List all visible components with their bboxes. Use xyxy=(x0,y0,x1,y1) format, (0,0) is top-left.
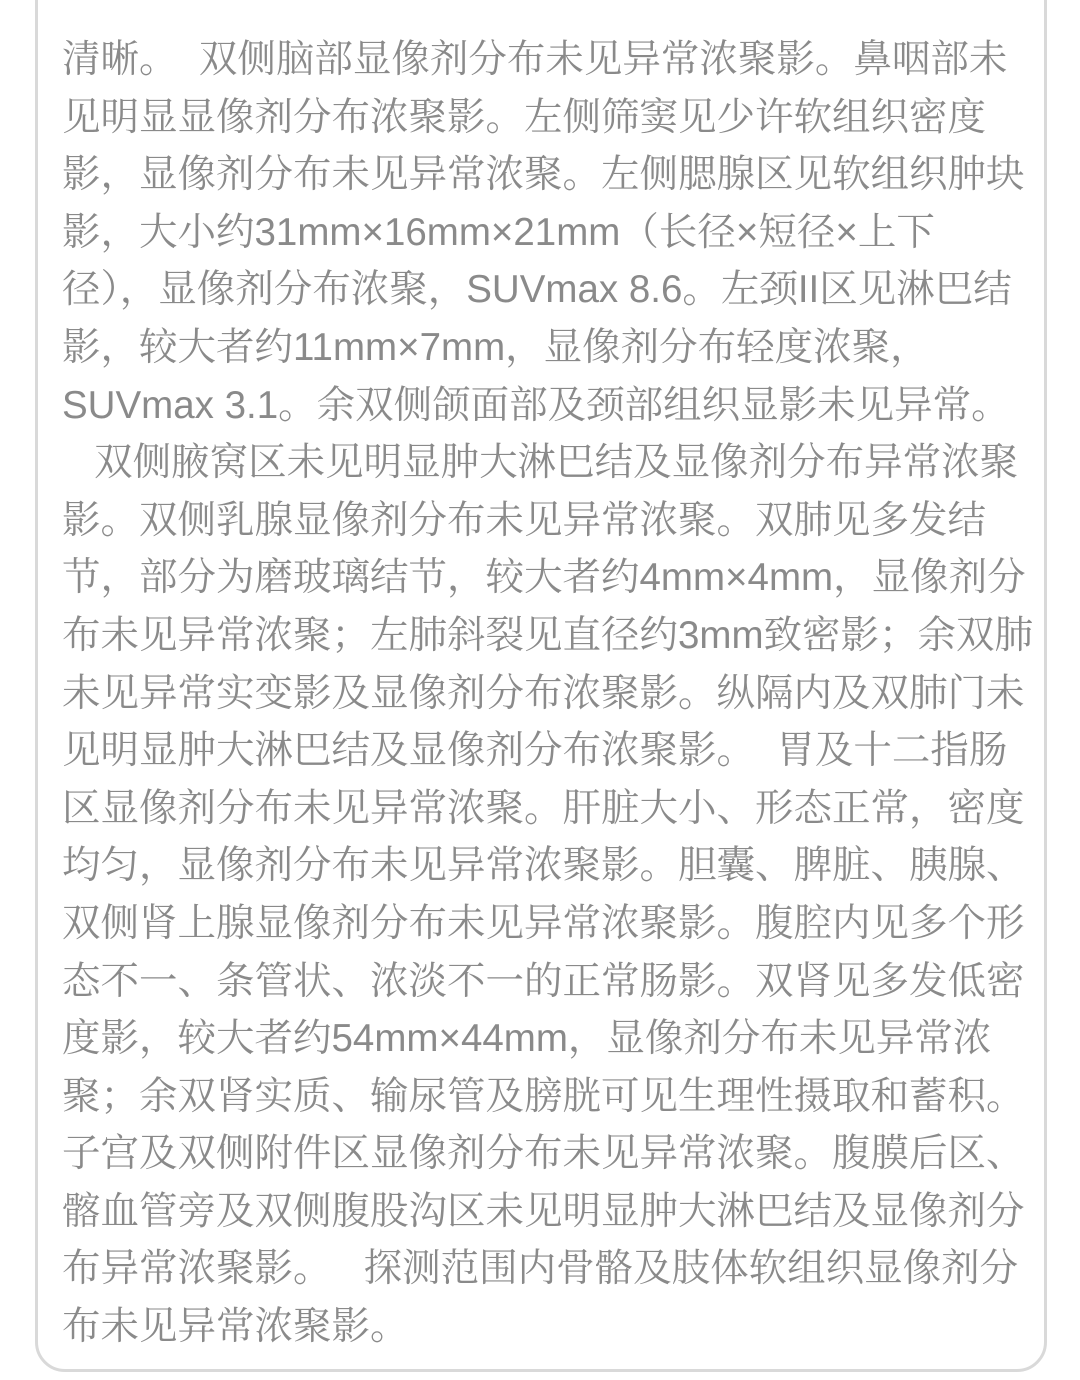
report-line: 子宫及双侧附件区显像剂分布未见异常浓聚。腹膜后区、 xyxy=(62,1132,1025,1176)
report-line: 见明显肿大淋巴结及显像剂分布浓聚影。 胃及十二指肠 xyxy=(62,729,1008,773)
report-line: 影，显像剂分布未见异常浓聚。左侧腮腺区见软组织肿块 xyxy=(62,153,1025,197)
report-line: 双侧腋窝区未见明显肿大淋巴结及显像剂分布异常浓聚 xyxy=(62,441,1019,485)
report-line: 布未见异常浓聚影。 xyxy=(62,1305,409,1349)
report-line: 径），显像剂分布浓聚，SUVmax 8.6。左颈II区见淋巴结 xyxy=(62,268,1012,312)
report-line: 布异常浓聚影。 探测范围内骨骼及肢体软组织显像剂分 xyxy=(62,1247,1019,1291)
report-line: 布未见异常浓聚；左肺斜裂见直径约3mm致密影；余双肺 xyxy=(62,613,1034,657)
report-line: 影。双侧乳腺显像剂分布未见异常浓聚。双肺见多发结 xyxy=(62,498,987,542)
report-line: 双侧肾上腺显像剂分布未见异常浓聚影。腹腔内见多个形 xyxy=(62,901,1025,945)
report-line: 聚；余双肾实质、输尿管及膀胱可见生理性摄取和蓄积。 xyxy=(62,1074,1025,1118)
report-line: 度影，较大者约54mm×44mm，显像剂分布未见异常浓 xyxy=(62,1017,992,1061)
report-line: 节，部分为磨玻璃结节，较大者约4mm×4mm，显像剂分 xyxy=(62,556,1026,600)
report-line: 区显像剂分布未见异常浓聚。肝脏大小、形态正常，密度 xyxy=(62,786,1025,830)
report-line: 未见异常实变影及显像剂分布浓聚影。纵隔内及双肺门未 xyxy=(62,671,1025,715)
report-line: SUVmax 3.1。余双侧颌面部及颈部组织显影未见异常。 xyxy=(62,383,1010,427)
report-line: 见明显显像剂分布浓聚影。左侧筛窦见少许软组织密度 xyxy=(62,95,987,139)
report-line: 均匀，显像剂分布未见异常浓聚影。胆囊、脾脏、胰腺、 xyxy=(62,844,1025,888)
report-card[interactable] xyxy=(35,0,1047,1372)
report-line: 影，大小约31mm×16mm×21mm（长径×短径×上下 xyxy=(62,210,935,254)
report-line: 髂血管旁及双侧腹股沟区未见明显肿大淋巴结及显像剂分 xyxy=(62,1189,1025,1233)
report-text xyxy=(62,31,1032,1356)
report-line: 影，较大者约11mm×7mm，显像剂分布轻度浓聚， xyxy=(62,325,929,369)
report-line: 清晰。 双侧脑部显像剂分布未见异常浓聚影。鼻咽部未 xyxy=(62,38,1008,81)
report-line: 态不一、条管状、浓淡不一的正常肠影。双肾见多发低密 xyxy=(62,959,1025,1003)
